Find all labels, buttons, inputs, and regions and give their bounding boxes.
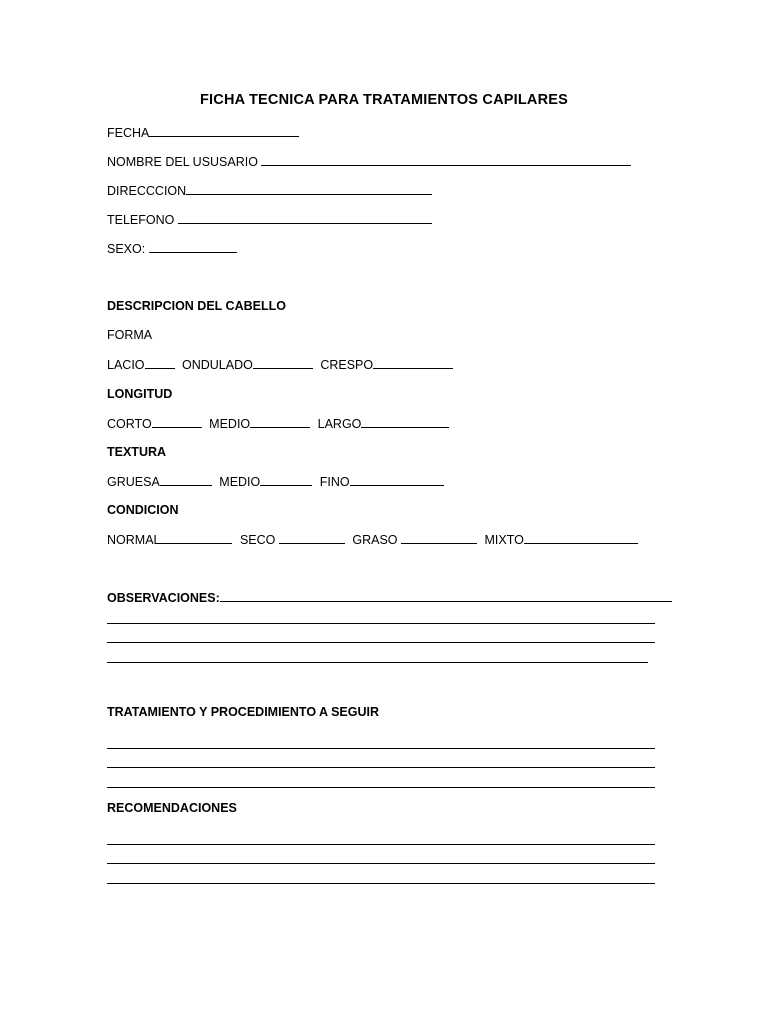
medio-textura-blank[interactable] (260, 473, 312, 486)
fecha-blank[interactable] (149, 124, 299, 137)
fino-blank[interactable] (350, 473, 444, 486)
telefono-label: TELEFONO (107, 213, 175, 227)
seco-blank[interactable] (279, 531, 345, 544)
tratamiento-heading: TRATAMIENTO Y PROCEDIMIENTO A SEGUIR (107, 705, 380, 719)
longitud-options (107, 415, 453, 432)
observaciones-line[interactable] (107, 623, 655, 624)
tratamiento-line[interactable] (107, 767, 655, 768)
observaciones-line[interactable] (107, 642, 655, 643)
recomendaciones-line[interactable] (107, 844, 655, 845)
tratamiento-line[interactable] (107, 787, 655, 788)
gruesa-blank[interactable] (160, 473, 212, 486)
fecha-field[interactable] (107, 124, 303, 141)
sexo-field[interactable] (107, 240, 241, 257)
lacio-blank[interactable] (145, 356, 175, 369)
condicion-options (107, 531, 642, 548)
normal-blank[interactable] (160, 531, 232, 544)
option-crespo: CRESPO (320, 358, 374, 372)
option-normal: NORMAL (107, 533, 161, 547)
option-ondulado: ONDULADO (182, 358, 253, 372)
option-largo: LARGO (317, 417, 362, 431)
option-gruesa: GRUESA (107, 475, 160, 489)
condicion-label: CONDICION (107, 503, 179, 517)
observaciones-line[interactable] (107, 662, 648, 663)
nombre-label: NOMBRE DEL USUSARIO (107, 155, 258, 169)
forma-options (107, 356, 457, 373)
option-mixto: MIXTO (484, 533, 524, 547)
crespo-blank[interactable] (373, 356, 453, 369)
recomendaciones-heading: RECOMENDACIONES (107, 801, 237, 815)
form-title: FICHA TECNICA PARA TRATAMIENTOS CAPILARES (199, 92, 568, 108)
tratamiento-line[interactable] (107, 748, 655, 749)
recomendaciones-line[interactable] (107, 863, 655, 864)
direccion-blank[interactable] (186, 182, 432, 195)
option-corto: CORTO (107, 417, 152, 431)
observaciones-label: OBSERVACIONES: (107, 591, 220, 605)
nombre-blank[interactable] (261, 153, 631, 166)
forma-label: FORMA (107, 328, 153, 342)
option-medio: MEDIO (209, 417, 251, 431)
recomendaciones-line[interactable] (107, 883, 655, 884)
observaciones-field[interactable] (107, 589, 672, 606)
telefono-field[interactable] (107, 211, 436, 228)
direccion-field[interactable] (107, 182, 436, 199)
direccion-label: DIRECCCION (107, 184, 187, 198)
observaciones-blank[interactable] (220, 589, 672, 602)
option-graso: GRASO (352, 533, 398, 547)
nombre-field[interactable] (107, 153, 635, 170)
fecha-label: FECHA (107, 126, 150, 140)
largo-blank[interactable] (361, 415, 449, 428)
option-seco: SECO (239, 533, 276, 547)
option-medio-textura: MEDIO (219, 475, 261, 489)
ondulado-blank[interactable] (253, 356, 313, 369)
option-lacio: LACIO (107, 358, 145, 372)
option-fino: FINO (319, 475, 350, 489)
sexo-blank[interactable] (149, 240, 237, 253)
textura-options (107, 473, 448, 490)
telefono-blank[interactable] (178, 211, 432, 224)
mixto-blank[interactable] (524, 531, 638, 544)
sexo-label: SEXO: (107, 242, 146, 256)
medio-blank[interactable] (250, 415, 310, 428)
graso-blank[interactable] (401, 531, 477, 544)
textura-label: TEXTURA (107, 445, 167, 459)
corto-blank[interactable] (152, 415, 202, 428)
cabello-heading: DESCRIPCION DEL CABELLO (107, 299, 286, 313)
longitud-label: LONGITUD (107, 387, 173, 401)
